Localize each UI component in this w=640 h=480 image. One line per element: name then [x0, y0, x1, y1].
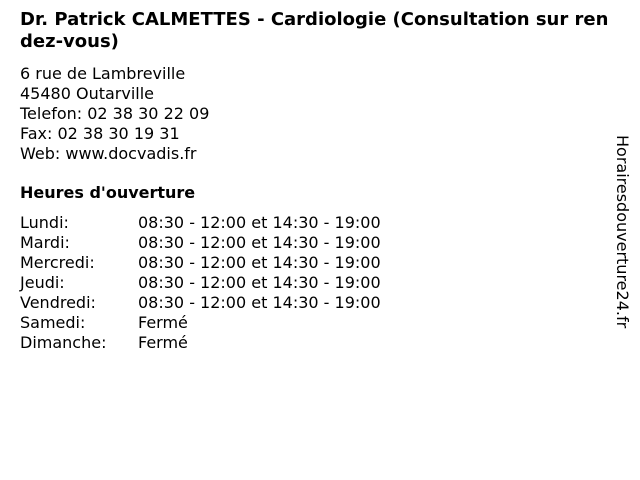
hours-row-thursday: [20, 273, 381, 293]
day-label: Mercredi:: [20, 253, 95, 272]
day-label: Dimanche:: [20, 333, 107, 352]
address-block: [20, 64, 209, 164]
hours-row-monday: [20, 213, 381, 233]
day-label: Mardi:: [20, 233, 70, 252]
city-postcode: 45480 Outarville: [20, 84, 155, 103]
day-hours: Fermé: [138, 333, 188, 352]
day-hours: 08:30 - 12:00 et 14:30 - 19:00: [138, 213, 381, 232]
fax-number: Fax: 02 38 30 19 31: [20, 124, 180, 143]
day-label: Lundi:: [20, 213, 69, 232]
website: Web: www.docvadis.fr: [20, 144, 197, 163]
day-hours: 08:30 - 12:00 et 14:30 - 19:00: [138, 233, 381, 252]
day-hours: 08:30 - 12:00 et 14:30 - 19:00: [138, 293, 381, 312]
opening-hours-table: [20, 213, 381, 353]
site-watermark: Horairesdouverture24.fr: [613, 135, 632, 329]
opening-hours-heading: Heures d'ouverture: [20, 183, 196, 202]
hours-row-friday: [20, 293, 381, 313]
hours-row-sunday: [20, 333, 381, 353]
day-hours: 08:30 - 12:00 et 14:30 - 19:00: [138, 253, 381, 272]
phone-number: Telefon: 02 38 30 22 09: [20, 104, 210, 123]
hours-row-wednesday: [20, 253, 381, 273]
day-label: Vendredi:: [20, 293, 96, 312]
day-hours: Fermé: [138, 313, 188, 332]
street-address: 6 rue de Lambreville: [20, 64, 186, 83]
hours-row-saturday: [20, 313, 381, 333]
day-label: Jeudi:: [20, 273, 65, 292]
page-title: Dr. Patrick CALMETTES - Cardiologie (Consultation sur rendez-vous): [20, 9, 609, 52]
day-hours: 08:30 - 12:00 et 14:30 - 19:00: [138, 273, 381, 292]
hours-row-tuesday: [20, 233, 381, 253]
day-label: Samedi:: [20, 313, 86, 332]
